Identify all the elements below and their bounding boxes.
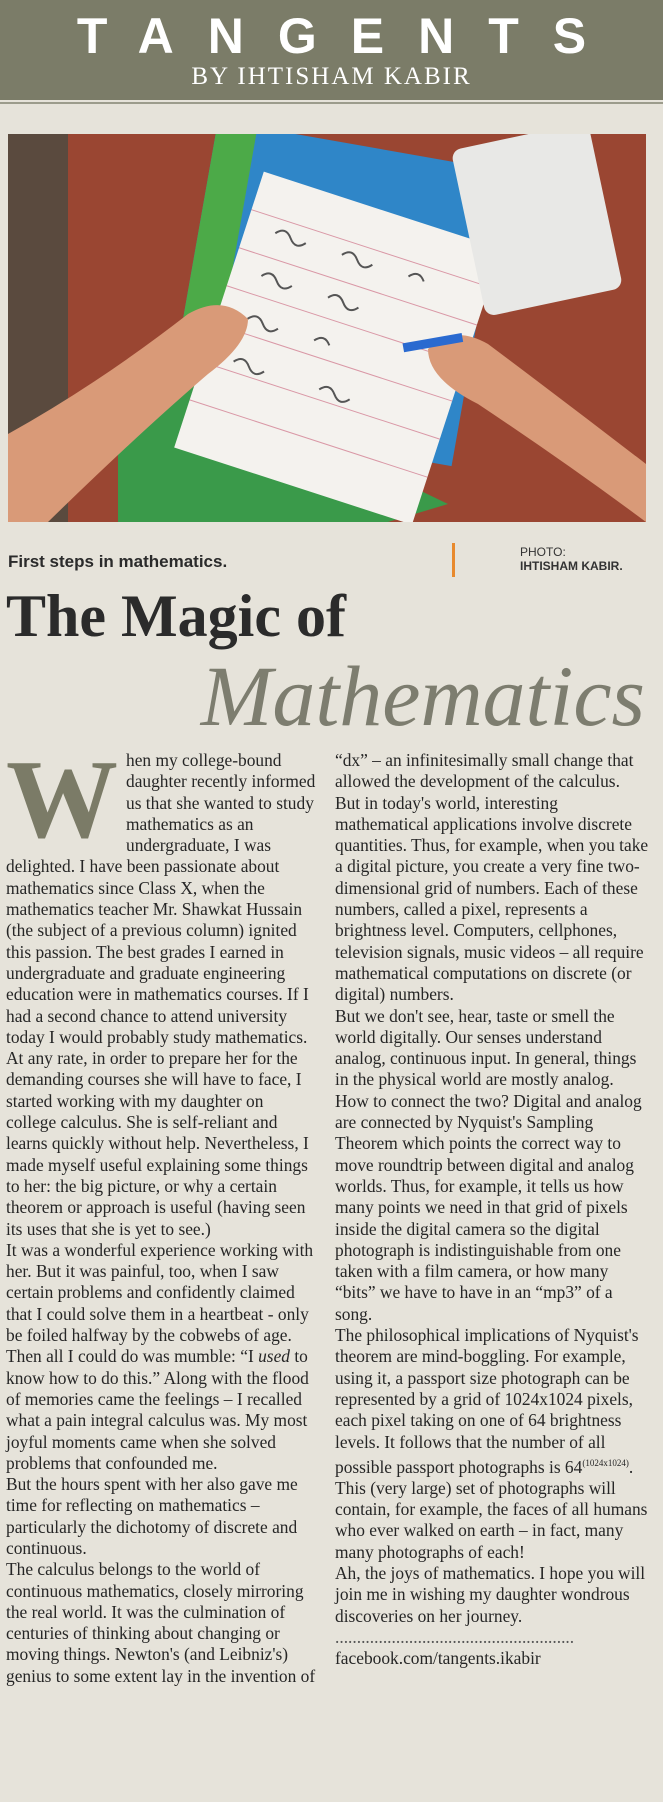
article-paragraph: How to connect the two? Digital and analog are connected by Nyquist's Sampling Theorem which points the correct way to move roundtrip between digital and analog worlds. Thus, for example, it tells us how many points we need in that grid of pixels inside the digital camera so the digital photograph is indistinguishable from one taken with a film camera, or how many “bits” we have to have in an “mp3” of a song. [335, 1090, 642, 1324]
article-paragraph: But the hours spent with her also gave me time for reflecting on mathematics – particularly the dichotomy of discrete and continuous. [6, 1474, 298, 1558]
headline-line-1: The Magic of [6, 583, 346, 649]
dotted-separator: ....................................................... [335, 1626, 575, 1647]
footer-link[interactable]: facebook.com/tangents.ikabir [335, 1648, 541, 1669]
drop-cap: W [6, 738, 118, 862]
article-photo [8, 134, 646, 522]
photo-credit-name: IHTISHAM KABIR. [520, 559, 623, 573]
exponent: (1024x1024) [582, 1457, 629, 1468]
article-paragraph: Ah, the joys of mathematics. I hope you will join me in wishing my daughter wondrous discoveries on her journey. [335, 1563, 646, 1626]
article-paragraph: When my college-bound daughter recently informed us that she wanted to study mathematics as an undergraduate, I was delighted. I have been passionate about mathematics since Class X, when the mathematics teacher Mr. Shawkat Hussain (the subject of a previous column) ignited this passion. The best grades I earned in undergraduate and graduate engineering education were in mathematics courses. If I had a second chance to attend university today I would probably study mathematics. [6, 738, 316, 1047]
photo-credit-label: PHOTO: [520, 545, 566, 559]
article-paragraph: But in today's world, interesting mathematical applications involve discrete quantities. Thus, for example, when you take a digital picture, you create a very fine two-dimensional grid of numbers. Each of these numbers, called a pixel, represents a brightness level. Computers, cellphones, television signals, music videos – all require mathematical computations on discrete (or digital) numbers. [335, 792, 649, 1005]
article-paragraph: At any rate, in order to prepare her for the demanding courses she will have to face, I started working with my daughter on college calculus. She is self-reliant and learns quickly without help. Nevertheless, I made myself useful explaining some things to her: the big picture, or why a certain theorem or approach is useful (having seen its uses that she is yet to see.) [6, 1048, 309, 1239]
caption-divider [452, 543, 455, 577]
photo-credit [520, 545, 623, 573]
article-column-2 [335, 750, 653, 1670]
photo-caption: First steps in mathematics. [8, 552, 228, 571]
divider [0, 102, 663, 104]
article-paragraph: The calculus belongs to the world of continuous mathematics, closely mirroring the real world. It was the culmination of centuries of thinking about changing or moving things. Newton's (and Leibniz's) genius to some extent lay in the invention of [6, 1559, 316, 1686]
article-paragraph: The philosophical implications of Nyquist's theorem are mind-boggling. For example, using it, a passport size photograph can be represented by a grid of 1024x1024 pixels, each pixel taking on one of 64 brightness levels. It follows that the number of all possible passport photographs is $64^{(1024x1024)}$. This (very large) set of photographs will contain, for example, the faces of all humans who ever walked on earth – in fact, many many photographs of each! [335, 1325, 648, 1562]
article-paragraph: It was a wonderful experience working with her. But it was painful, too, when I saw certain problems and confidently claimed that I could solve them in a heartbeat - only be foiled halfway by the cobwebs of age. Then all I could do was mumble: “I used to know how to do this.” Along with the flood of memories came the feelings – I recalled what a pain integral calculus was. My most joyful moments came when she solved problems that confounded me. [6, 1239, 314, 1473]
masthead [0, 0, 663, 100]
byline: BY IHTISHAM KABIR [191, 63, 472, 90]
article-paragraph: “dx” – an infinitesimally small change that allowed the development of the calculus. [335, 750, 634, 792]
column-title: TANGENTS [76, 8, 621, 64]
article-column-1 [6, 738, 316, 1687]
headline-line-2: Mathematics [200, 648, 645, 744]
article-paragraph: But we don't see, hear, taste or smell the world digitally. Our senses understand analog, continuous input. In general, things in the physical world are mostly analog. [335, 1005, 637, 1090]
emphasis: used [258, 1346, 290, 1367]
